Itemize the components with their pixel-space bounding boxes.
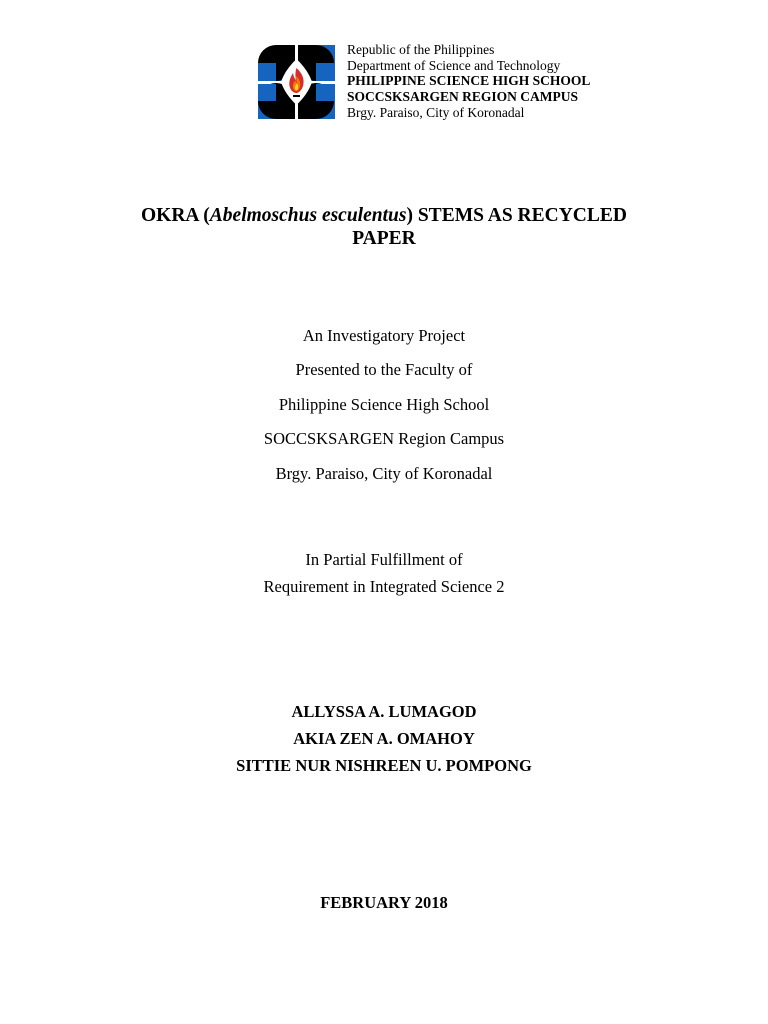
presentation-line-2: Presented to the Faculty of <box>295 360 473 379</box>
title-line-2: PAPER <box>352 228 416 249</box>
header-line-republic: Republic of the Philippines <box>347 42 495 57</box>
presentation-line-1: An Investigatory Project <box>302 326 466 345</box>
author-2: AKIA ZEN A. OMAHOY <box>293 729 475 748</box>
document-title <box>0 204 768 250</box>
header-line-address: Brgy. Paraiso, City of Koronadal <box>347 104 525 120</box>
presentation-line-4: SOCCSKSARGEN Region Campus <box>263 429 505 448</box>
author-3: SITTIE NUR NISHREEN U. POMPONG <box>236 756 532 775</box>
author-1: ALLYSSA A. LUMAGOD <box>291 702 477 721</box>
presentation-line-5: Brgy. Paraiso, City of Koronadal <box>275 464 493 483</box>
title-part1: OKRA ( <box>141 205 210 226</box>
title-scientific-name: Abelmoschus esculentus <box>209 205 407 226</box>
title-part2: ) STEMS AS RECYCLED <box>406 205 627 226</box>
presentation-line-3: Philippine Science High School <box>278 395 490 414</box>
pshs-logo <box>256 43 337 121</box>
fulfillment-line-1: In Partial Fulfillment of <box>305 550 463 569</box>
header-line-school: PHILIPPINE SCIENCE HIGH SCHOOL <box>347 73 591 89</box>
submission-date: FEBRUARY 2018 <box>320 893 448 912</box>
header-line-campus: SOCCSKSARGEN REGION CAMPUS <box>347 89 579 105</box>
header-line-department: Department of Science and Technology <box>347 57 561 73</box>
title-line-1 <box>0 204 768 227</box>
institution-header <box>347 42 677 121</box>
fulfillment-line-2: Requirement in Integrated Science 2 <box>263 577 505 596</box>
